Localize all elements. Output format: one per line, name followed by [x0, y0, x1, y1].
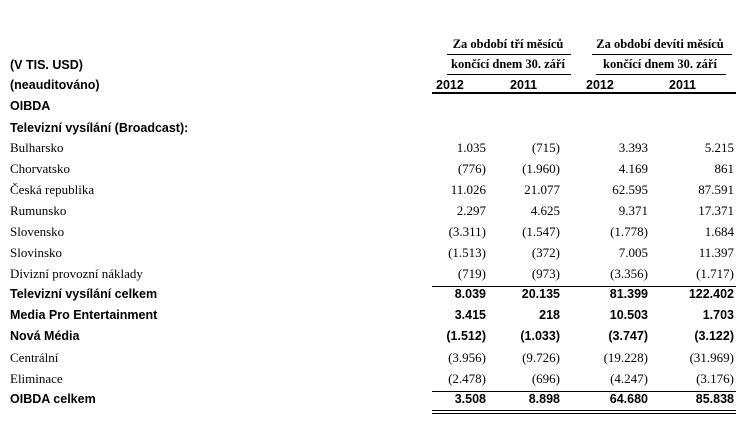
table-row	[0, 138, 746, 159]
row-label: Slovensko	[10, 224, 65, 239]
cell-9m-2012: (4.247)	[610, 371, 648, 386]
cell-q3-2011: 8.898	[528, 392, 560, 406]
cell-9m-2012: 81.399	[609, 287, 648, 301]
row-label: Slovinsko	[10, 245, 63, 260]
section-broadcast: Televizní vysílání (Broadcast):	[10, 121, 189, 135]
cell-9m-2011: 11.397	[698, 245, 734, 260]
year-header-4: 2011	[669, 78, 697, 92]
cell-q3-2011: (9.726)	[522, 350, 560, 365]
cell-q3-2011: 218	[539, 308, 560, 322]
table-row	[0, 369, 746, 390]
header-nine-months-underline-2	[596, 74, 726, 75]
cell-q3-2012: (776)	[457, 161, 486, 176]
row-label: Česká republika	[10, 182, 95, 197]
table-row	[0, 201, 746, 222]
cell-9m-2012: 64.680	[609, 392, 648, 406]
cell-9m-2012: (3.356)	[610, 266, 648, 281]
cell-q3-2012: (3.956)	[448, 350, 486, 365]
row-label: Eliminace	[10, 371, 63, 386]
table-row	[0, 306, 746, 327]
cell-9m-2012: 10.503	[609, 308, 648, 322]
cell-q3-2012: (1.512)	[446, 329, 486, 343]
row-label: Divizní provozní náklady	[10, 266, 143, 281]
cell-q3-2011: 4.625	[530, 203, 560, 218]
table-row	[0, 222, 746, 243]
cell-q3-2011: 21.077	[524, 182, 560, 197]
units-label: (V TIS. USD)	[10, 58, 83, 72]
row-label: Bulharsko	[10, 140, 64, 155]
cell-q3-2012: 11.026	[450, 182, 486, 197]
cell-q3-2012: (719)	[457, 266, 486, 281]
row-label: Media Pro Entertainment	[10, 308, 158, 322]
cell-9m-2011: 861	[714, 161, 734, 176]
table-row	[0, 348, 746, 369]
cell-q3-2011: (696)	[531, 371, 560, 386]
year-header-1: 2012	[436, 78, 464, 92]
header-nine-months-line1: Za období devíti měsíců	[596, 37, 724, 51]
table-row-subtotal	[0, 285, 746, 306]
table-row	[0, 264, 746, 285]
total-bottom-rule-1	[432, 410, 736, 411]
row-label: Chorvatsko	[10, 161, 70, 176]
header-three-months-line1: Za období tří měsíců	[452, 37, 564, 51]
table-row	[0, 180, 746, 201]
total-top-rule	[432, 391, 736, 392]
cell-q3-2011: (372)	[531, 245, 560, 260]
audit-note: (neauditováno)	[10, 78, 100, 92]
header-three-months-underline-1	[447, 54, 571, 55]
cell-q3-2011: 20.135	[521, 287, 560, 301]
cell-q3-2011: (973)	[531, 266, 560, 281]
cell-9m-2011: 5.215	[704, 140, 734, 155]
cell-9m-2011: 85.838	[695, 392, 734, 406]
table-row	[0, 243, 746, 264]
cell-9m-2012: 9.371	[618, 203, 648, 218]
year-header-2: 2011	[510, 78, 538, 92]
cell-9m-2012: 7.005	[618, 245, 648, 260]
cell-9m-2011: 1.684	[704, 224, 734, 239]
cell-q3-2012: 3.508	[454, 392, 486, 406]
row-label: Centrální	[10, 350, 59, 365]
cell-q3-2011: (715)	[531, 140, 560, 155]
cell-9m-2012: 62.595	[612, 182, 648, 197]
cell-q3-2011: (1.960)	[522, 161, 560, 176]
header-three-months-underline-2	[447, 74, 571, 75]
year-header-rule	[432, 92, 736, 94]
table-body	[0, 138, 746, 411]
cell-q3-2012: (2.478)	[448, 371, 486, 386]
subtotal-top-rule	[432, 286, 736, 287]
table-row	[0, 327, 746, 348]
cell-q3-2012: 8.039	[454, 287, 486, 301]
header-nine-months-underline-1	[592, 54, 732, 55]
header-nine-months-line2: končící dnem 30. září	[603, 57, 717, 71]
cell-9m-2012: (1.778)	[610, 224, 648, 239]
header-three-months-line2: končící dnem 30. září	[451, 57, 565, 71]
cell-9m-2012: 4.169	[618, 161, 648, 176]
row-label: Nová Média	[10, 329, 80, 343]
row-label: Televizní vysílání celkem	[10, 287, 158, 301]
cell-9m-2011: (1.717)	[696, 266, 734, 281]
row-label: Rumunsko	[10, 203, 67, 218]
cell-q3-2012: 2.297	[456, 203, 486, 218]
cell-q3-2012: 3.415	[454, 308, 486, 322]
cell-9m-2011: 87.591	[698, 182, 734, 197]
row-label: OIBDA celkem	[10, 392, 96, 406]
cell-q3-2011: (1.547)	[522, 224, 560, 239]
total-bottom-rule-2	[432, 413, 736, 414]
cell-9m-2012: (3.747)	[608, 329, 648, 343]
cell-q3-2012: (3.311)	[448, 224, 486, 239]
cell-9m-2011: (3.122)	[694, 329, 734, 343]
section-oibda: OIBDA	[10, 99, 51, 113]
cell-q3-2011: (1.033)	[520, 329, 560, 343]
cell-9m-2011: 1.703	[702, 308, 734, 322]
year-header-3: 2012	[586, 78, 614, 92]
cell-q3-2012: 1.035	[456, 140, 486, 155]
cell-9m-2011: 122.402	[688, 287, 734, 301]
cell-9m-2011: (3.176)	[696, 371, 734, 386]
cell-9m-2011: 17.371	[698, 203, 734, 218]
table-row	[0, 159, 746, 180]
cell-9m-2011: (31.969)	[689, 350, 734, 365]
cell-9m-2012: 3.393	[618, 140, 648, 155]
cell-9m-2012: (19.228)	[603, 350, 648, 365]
table-row-total	[0, 390, 746, 411]
cell-q3-2012: (1.513)	[448, 245, 486, 260]
